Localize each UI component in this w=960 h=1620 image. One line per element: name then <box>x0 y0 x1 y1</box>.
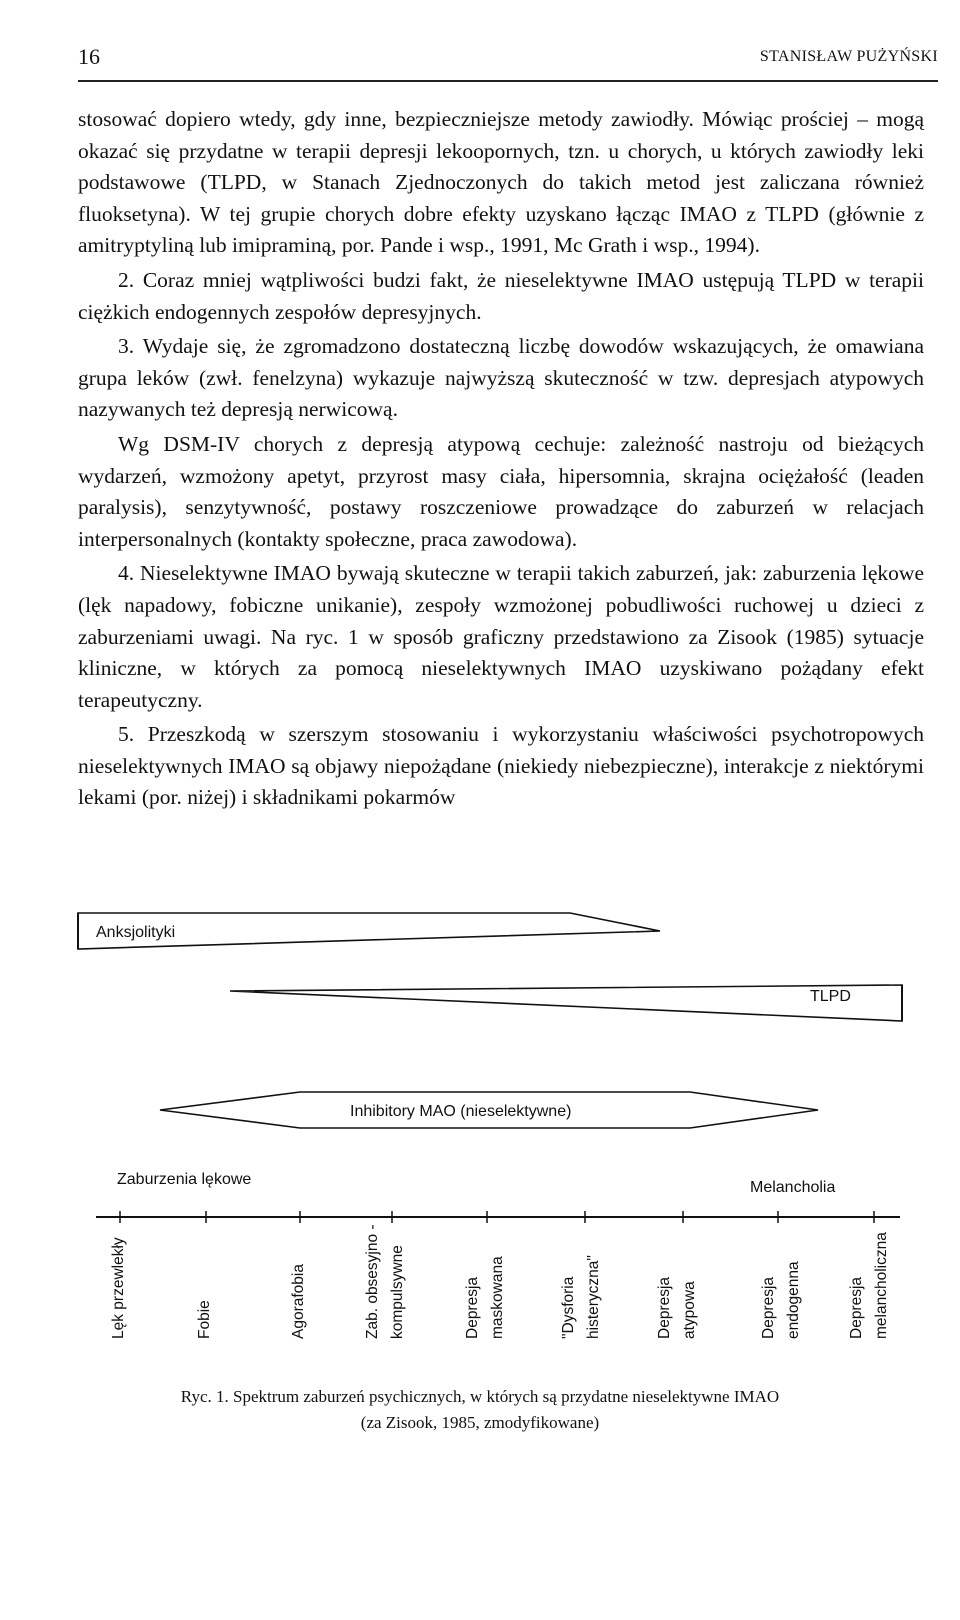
category-label: Depresja <box>848 1276 865 1339</box>
paragraph: stosować dopiero wtedy, gdy inne, bezpieczniejsze metody zawiodły. Mówiąc prościej – mogą okazać się przydatne w terapii depresji lekoopornych, tzn. u chorych, u których zawiodły leki podstawowe (TLPD, w Stanach Zjednoczonych do takich metod jest zaliczana również fluoksetyna). W tej grupie chorych dobre efekty uzyskano łącząc IMAO z TLPD (głównie z amitryptyliną lub imipraminą, por. Pande i wsp., 1991, Mc Grath i wsp., 1994). <box>78 107 924 258</box>
tlpd-wedge <box>230 985 902 1021</box>
category-label: Depresja <box>656 1276 673 1339</box>
axis-left-label: Zaburzenia lękowe <box>117 1171 252 1188</box>
axis-right-label: Melancholia <box>750 1179 836 1196</box>
category-label: atypowa <box>681 1281 698 1339</box>
category-label: histeryczna" <box>585 1255 602 1339</box>
category-label: kompulsywne <box>389 1245 406 1339</box>
caption-line: Ryc. 1. Spektrum zaburzeń psychicznych, w których są przydatne nieselektywne IMAO <box>180 1387 780 1406</box>
figure-caption <box>0 1384 960 1436</box>
paragraph: 5. Przeszkodą w szerszym stosowaniu i wykorzystaniu właściwości psychotropowych nieselektywnych IMAO są objawy niepożądane (niekiedy niebezpieczne), interakcje z niektórymi lekami (por. niżej) i składnikami pokarmów <box>78 722 924 810</box>
inhibitory-mao-label: Inhibitory MAO (nieselektywne) <box>350 1103 572 1120</box>
category-label: maskowana <box>489 1256 506 1339</box>
category-label: Fobie <box>196 1300 213 1339</box>
category-label: Depresja <box>760 1276 777 1339</box>
tlpd-label: TLPD <box>810 988 851 1005</box>
category-label: Depresja <box>464 1276 481 1339</box>
page-number: 16 <box>78 44 100 69</box>
category-label: Lęk przewlekły <box>110 1237 127 1339</box>
caption-line: (za Zisook, 1985, zmodyfikowane) <box>360 1413 600 1432</box>
category-label: "Dysforia <box>560 1276 577 1339</box>
category-label: Agorafobia <box>290 1264 307 1339</box>
category-label: Zab. obsesyjno - <box>364 1224 381 1339</box>
category-label: melancholiczna <box>873 1232 890 1339</box>
paragraph: 4. Nieselektywne IMAO bywają skuteczne w terapii takich zaburzeń, jak: zaburzenia lękowe (lęk napadowy, fobiczne unikanie), zespoły wzmożonej pobudliwości ruchowej u dzieci z zaburzeniami uwagi. Na ryc. 1 w sposób graficzny przedstawiono za Zisook (1985) sytuacje kliniczne, w których za pomocą nieselektywnych IMAO uzyskiwano pożądany efekt terapeutyczny. <box>78 561 924 712</box>
anksjolityki-label: Anksjolityki <box>96 924 176 941</box>
running-head: STANISŁAW PUŻYŃSKI <box>759 48 938 65</box>
paragraph: 2. Coraz mniej wątpliwości budzi fakt, że nieselektywne IMAO ustępują TLPD w terapii ciężkich endogennych zespołów depresyjnych. <box>78 267 924 324</box>
paragraph: 3. Wydaje się, że zgromadzono dostateczną liczbę dowodów wskazujących, że omawiana grupa leków (zwł. fenelzyna) wykazuje najwyższą skuteczność w tzw. depresjach atypowych nazywanych też depresją nerwicową. <box>78 334 924 422</box>
category-label: endogenna <box>785 1261 802 1339</box>
paragraph: Wg DSM-IV chorych z depresją atypową cechuje: zależność nastroju od bieżących wydarzeń, wzmożony apetyt, przyrost masy ciała, hipersomnia, skrajna ociężałość (leaden paralysis), senzytywność, postawy roszczeniowe prowadzące do zaburzeń w relacjach interpersonalnych (kontakty społeczne, praca zawodowa). <box>78 431 924 551</box>
